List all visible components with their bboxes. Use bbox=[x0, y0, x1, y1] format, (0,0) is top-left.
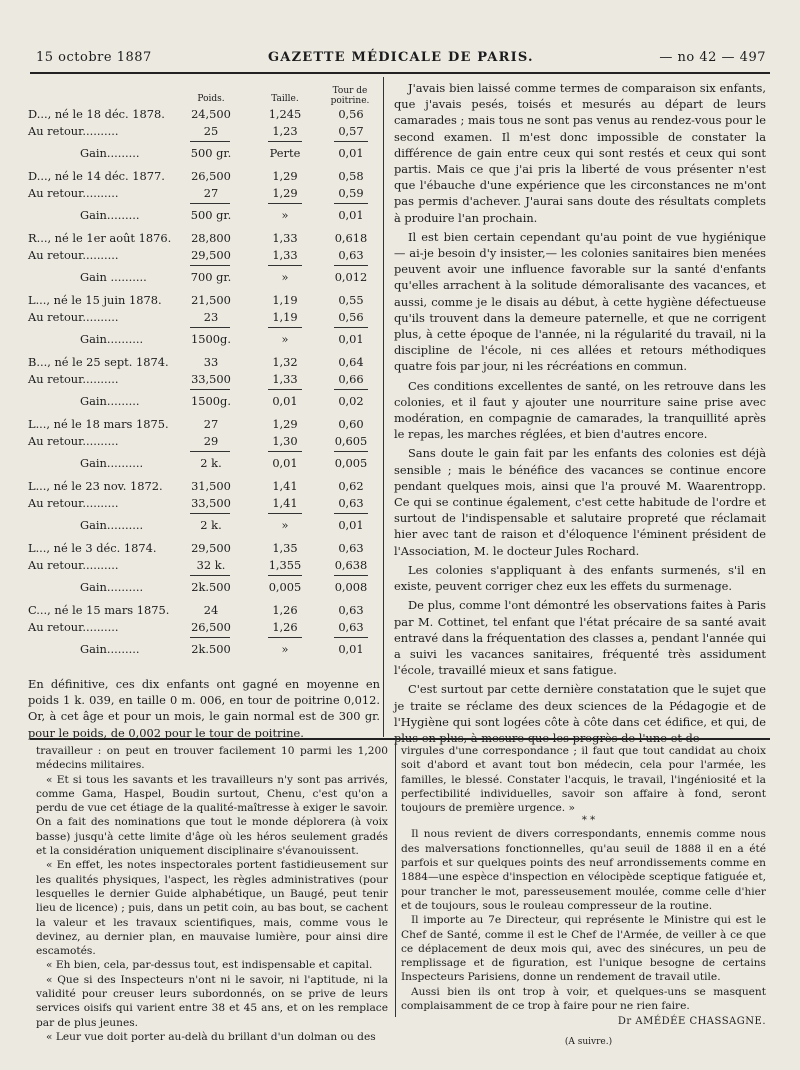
paragraph: « En effet, les notes inspectorales portent fastidieusement sur les qualités physiques, l'aspect, les règles administratives (pour lesquelles le dernier Guide alphabétique, un Baugé, peut tenir lieu de licence) ; puis, dans un petit coin, au bas bout, se cachent la valeur et les travaux scientifiques, mais, comme vous le devinez, au dernier plan, en mauvaise lumière, pour ainsi dire escamotés. bbox=[36, 859, 388, 958]
weight-departure: 27 bbox=[203, 417, 219, 431]
gain-label: Gain.......... bbox=[80, 456, 144, 470]
gain-weight: 500 gr. bbox=[190, 208, 232, 222]
weight-return: 33,500 bbox=[191, 496, 231, 510]
paragraph: Les colonies s'appliquant à des enfants surmenés, s'il en existe, peuvent corriger chez eux les effets du surmenage. bbox=[394, 562, 766, 594]
section-stars: * * bbox=[581, 815, 596, 827]
weight-return: 27 bbox=[203, 186, 219, 200]
height-return: 1,355 bbox=[268, 558, 302, 572]
header-chest: Tour de poitrine. bbox=[330, 86, 370, 106]
gain-chest: 0,02 bbox=[338, 394, 364, 408]
chest-return: 0,63 bbox=[338, 496, 364, 510]
table-rule bbox=[334, 265, 368, 266]
return-label: Au retour.......... bbox=[28, 496, 119, 510]
paragraph: Sans doute le gain fait par les enfants des colonies est déjà sensible ; mais le bénéfice des vacances se continue encore pendant quelques mois, ainsi que l'a prouvé M. Waarentropp. Ce qui se continue également, c'est cette habitude de l'ordre et surtout de l'indispensable et salutaire propreté que réclamait hier avec tant de raison et d'éloquence l'éminent président de l'Association, M. le docteur Jules Rochard. bbox=[394, 446, 766, 558]
table-rule bbox=[190, 451, 230, 452]
table-row bbox=[28, 230, 380, 247]
bottom-left-column bbox=[36, 744, 388, 1044]
gain-height: » bbox=[281, 208, 289, 222]
table-rule bbox=[268, 327, 302, 328]
table-rule bbox=[190, 203, 230, 204]
gain-weight: 1500g. bbox=[191, 394, 231, 408]
weight-departure: 24 bbox=[203, 603, 219, 617]
table-rule bbox=[268, 637, 302, 638]
summary-paragraph: En définitive, ces dix enfants ont gagné en moyenne en poids 1 k. 039, en taille 0 m. 006, en tour de poitrine 0,012. Or, à cet âge et pour un mois, le gain normal est de 300 gr. pour le poids, de 0,002 pour le tour de poitrine. bbox=[28, 677, 380, 740]
weight-departure: 24,500 bbox=[191, 107, 231, 121]
gain-weight: 2k.500 bbox=[191, 580, 231, 594]
table-rule bbox=[334, 637, 368, 638]
gain-height: Perte bbox=[269, 146, 301, 160]
weight-return: 29,500 bbox=[191, 248, 231, 262]
chest-return: 0,59 bbox=[338, 186, 364, 200]
height-departure: 1,29 bbox=[272, 169, 298, 183]
return-label: Au retour.......... bbox=[28, 620, 119, 634]
paragraph: « Leur vue doit porter au-delà du brillant d'un dolman ou des bbox=[46, 1030, 376, 1043]
gain-chest: 0,01 bbox=[338, 146, 364, 160]
table-rule bbox=[334, 575, 368, 576]
gain-row bbox=[28, 393, 380, 410]
child-name: R..., né le 1er août 1876. bbox=[28, 231, 172, 245]
gain-row bbox=[28, 455, 380, 472]
table-row bbox=[28, 495, 380, 512]
gain-chest: 0,01 bbox=[338, 332, 364, 346]
gain-chest: 0,01 bbox=[338, 208, 364, 222]
table-row bbox=[28, 247, 380, 264]
table-row bbox=[28, 185, 380, 202]
paragraph: « Et si tous les savants et les travailleurs n'y sont pas arrivés, comme Gama, Haspel, Boudin surtout, Chenu, c'est qu'on a perdu de vue cet étiage de la qualité-maîtresse à exiger le savoir. On a fait des nominations que tout le monde déplorera (à voix basse) jusqu'à cette limite d'âge où les héros seulement gradés et la considération uniquement disciplinaire s'évanouissent. bbox=[36, 773, 388, 858]
gain-chest: 0,012 bbox=[334, 270, 368, 284]
to-be-continued: (A suivre.) bbox=[564, 1036, 613, 1047]
table-row bbox=[28, 292, 380, 309]
table-rule bbox=[334, 513, 368, 514]
table-rule bbox=[334, 327, 368, 328]
table-rule bbox=[268, 575, 302, 576]
page-header bbox=[36, 50, 766, 70]
child-name: L..., né le 3 déc. 1874. bbox=[28, 541, 157, 555]
table-rule bbox=[334, 203, 368, 204]
weight-departure: 21,500 bbox=[191, 293, 231, 307]
chest-departure: 0,60 bbox=[338, 417, 364, 431]
gain-label: Gain......... bbox=[80, 642, 140, 656]
table-rule bbox=[334, 451, 368, 452]
gain-label: Gain......... bbox=[80, 146, 140, 160]
chest-return: 0,56 bbox=[338, 310, 364, 324]
chest-return: 0,66 bbox=[338, 372, 364, 386]
weight-departure: 26,500 bbox=[191, 169, 231, 183]
gain-label: Gain.......... bbox=[80, 518, 144, 532]
return-label: Au retour.......... bbox=[28, 372, 119, 386]
return-label: Au retour.......... bbox=[28, 434, 119, 448]
gain-row bbox=[28, 145, 380, 162]
gain-height: » bbox=[281, 642, 289, 656]
table-row bbox=[28, 309, 380, 326]
paragraph: J'avais bien laissé comme termes de comparaison six enfants, que j'avais pesés, toisés et mesurés au départ de leurs camarades ; mais tous ne sont pas venus au rendez-vous pour le second examen. Il m'est donc impossible de constater la différence de gain entre ceux qui sont restés et ceux qui sont partis. Mais ce que j'ai pris la liberté de vous présenter n'est que l'ébauche d'une expérience que les circonstances ne m'ont pas permis d'achever. J'aurai sans doute des résultats complets à produire l'an prochain. bbox=[394, 81, 766, 225]
gain-chest: 0,005 bbox=[334, 456, 368, 470]
table-rule bbox=[268, 203, 302, 204]
chest-departure: 0,58 bbox=[338, 169, 364, 183]
table-row bbox=[28, 123, 380, 140]
gain-height: 0,01 bbox=[272, 456, 298, 470]
child-name: D..., né le 14 déc. 1877. bbox=[28, 169, 165, 183]
return-label: Au retour.......... bbox=[28, 186, 119, 200]
paragraph: Aussi bien ils ont trop à voir, et quelques-uns se masquent complaisamment de ce trop à faire pour ne rien faire. bbox=[401, 985, 766, 1013]
height-return: 1,23 bbox=[272, 124, 298, 138]
table-rule bbox=[190, 513, 230, 514]
child-name: D..., né le 18 déc. 1878. bbox=[28, 107, 165, 121]
paragraph: C'est surtout par cette dernière constatation que le sujet que je traite se réclame des deux sciences de la Pédagogie et de l'Hygiène qui sont logées côte à côte dans cet édifice, et qui, de plus en plus, à mesure que les progrès de l'une et de bbox=[394, 682, 766, 745]
height-return: 1,26 bbox=[272, 620, 298, 634]
chest-return: 0,638 bbox=[334, 558, 368, 572]
header-date: 15 octobre 1887 bbox=[36, 50, 152, 65]
gain-row bbox=[28, 207, 380, 224]
table-row bbox=[28, 168, 380, 185]
table-rule bbox=[268, 513, 302, 514]
column-divider-bottom bbox=[395, 742, 396, 1017]
height-departure: 1,26 bbox=[272, 603, 298, 617]
gain-height: » bbox=[281, 518, 289, 532]
gain-height: 0,01 bbox=[272, 394, 298, 408]
table-rule bbox=[268, 141, 302, 142]
child-name: L..., né le 18 mars 1875. bbox=[28, 417, 169, 431]
paragraph: Ces conditions excellentes de santé, on les retrouve dans les colonies, et il faut y ajouter une nourriture saine prise avec modération, en compagnie de camarades, la tranquillité après le repas, les marches réglées, et bien d'autres encore. bbox=[394, 378, 766, 442]
height-departure: 1,245 bbox=[268, 107, 302, 121]
height-departure: 1,35 bbox=[272, 541, 298, 555]
header-rule bbox=[30, 72, 770, 74]
height-departure: 1,29 bbox=[272, 417, 298, 431]
chest-return: 0,63 bbox=[338, 248, 364, 262]
chest-departure: 0,618 bbox=[334, 231, 368, 245]
return-label: Au retour.......... bbox=[28, 558, 119, 572]
weight-departure: 28,800 bbox=[191, 231, 231, 245]
gain-weight: 2 k. bbox=[200, 456, 222, 470]
paragraph: « Que si des Inspecteurs n'ont ni le savoir, ni l'aptitude, ni la validité pour creuser leurs subordonnés, on se prive de leurs services oisifs qui varient entre 38 et 45 ans, et on les remplace par de plus jeunes. bbox=[36, 973, 388, 1029]
table-row bbox=[28, 354, 380, 371]
table-row bbox=[28, 540, 380, 557]
paragraph: Il nous revient de divers correspondants, ennemis comme nous des malversations fonctionnelles, qu'au seuil de 1888 il en a été parfois et sur quelques points des neuf arrondissements comme en 1884—une espèce d'inspection en vélocipède sceptique fatiguée et, pour trancher le mot, paresseusement moulée, comme celle d'hier et de toujours, sous le rouleau compresseur de la routine. bbox=[401, 828, 766, 912]
table-row bbox=[28, 478, 380, 495]
child-name: L..., né le 15 juin 1878. bbox=[28, 293, 162, 307]
weight-return: 33,500 bbox=[191, 372, 231, 386]
table-row bbox=[28, 433, 380, 450]
weight-departure: 31,500 bbox=[191, 479, 231, 493]
gain-height: » bbox=[281, 270, 289, 284]
author-signature: Dr AMÉDÉE CHASSAGNE. bbox=[617, 1016, 766, 1028]
gain-label: Gain.......... bbox=[80, 580, 144, 594]
table-body bbox=[28, 106, 380, 658]
table-rule bbox=[268, 389, 302, 390]
gain-label: Gain.......... bbox=[80, 332, 144, 346]
chest-departure: 0,63 bbox=[338, 541, 364, 555]
height-departure: 1,32 bbox=[272, 355, 298, 369]
height-return: 1,33 bbox=[272, 248, 298, 262]
chest-departure: 0,63 bbox=[338, 603, 364, 617]
header-weight: Poids. bbox=[197, 94, 225, 104]
gain-row bbox=[28, 579, 380, 596]
table-row bbox=[28, 106, 380, 123]
table-rule bbox=[190, 575, 230, 576]
gain-label: Gain......... bbox=[80, 394, 140, 408]
table-rule bbox=[190, 265, 230, 266]
table-rule bbox=[268, 451, 302, 452]
gain-row bbox=[28, 517, 380, 534]
section-rule bbox=[30, 738, 770, 740]
child-name: L..., né le 23 nov. 1872. bbox=[28, 479, 163, 493]
right-column bbox=[394, 80, 766, 749]
chest-return: 0,63 bbox=[338, 620, 364, 634]
header-journal-title: GAZETTE MÉDICALE DE PARIS. bbox=[268, 50, 534, 65]
table-rule bbox=[190, 141, 230, 142]
chest-departure: 0,62 bbox=[338, 479, 364, 493]
table-row bbox=[28, 416, 380, 433]
paragraph: « Eh bien, cela, par-dessus tout, est indispensable et capital. bbox=[46, 959, 373, 972]
table-rule bbox=[268, 265, 302, 266]
column-divider bbox=[383, 77, 384, 737]
gain-weight: 700 gr. bbox=[190, 270, 232, 284]
table-rule bbox=[190, 327, 230, 328]
gain-row bbox=[28, 269, 380, 286]
table-row bbox=[28, 602, 380, 619]
table-rule bbox=[190, 637, 230, 638]
return-label: Au retour.......... bbox=[28, 124, 119, 138]
weight-return: 29 bbox=[203, 434, 219, 448]
paragraph: Il est bien certain cependant qu'au point de vue hygiénique — ai-je besoin d'y insister,— les colonies sanitaires bien menées peuvent avoir une influence favorable sur la santé d'enfants qu'elles arrachent à la solitude démoralisante des vacances, et aussi, comme je le disais au début, à cette hygiène défectueuse qu'ils trouvent dans la demeure paternelle, et que ne corrigent plus, à cette époque de l'année, ni la régularité du travail, ni la discipline de l'école, ni ces allées et retours méthodiques quatre fois par jour, ni les récréations en commun. bbox=[394, 229, 766, 374]
table-row bbox=[28, 619, 380, 636]
measurement-table bbox=[28, 80, 380, 664]
weight-return: 23 bbox=[203, 310, 219, 324]
paragraph: De plus, comme l'ont démontré les observations faites à Paris par M. Cottinet, tel enfant que l'état précaire de sa santé avait entravé dans la fréquentation des classes a, pendant l'année qui a suivi les vacances sanitaires, fréquenté très assidument l'école, travaillé mieux et sans fatigue. bbox=[394, 598, 766, 678]
weight-departure: 29,500 bbox=[191, 541, 231, 555]
paragraph: virgules d'une correspondance ; il faut que tout candidat au choix soit d'abord et avant tout bon médecin, cela pour l'armée, les familles, le blessé. Constater l'acquis, le travail, l'ingéniosité et la perfectibilité individuelles, savoir son affaire à fond, seront toujours de première urgence. » bbox=[401, 745, 766, 815]
child-name: B..., né le 25 sept. 1874. bbox=[28, 355, 169, 369]
table-rule bbox=[334, 389, 368, 390]
table-row bbox=[28, 371, 380, 388]
header-height: Taille. bbox=[271, 94, 299, 104]
table-rule bbox=[190, 389, 230, 390]
paragraph: travailleur : on peut en trouver facilement 10 parmi les 1,200 médecins militaires. bbox=[36, 745, 388, 772]
gain-weight: 500 gr. bbox=[190, 146, 232, 160]
header-issue-number: — no 42 — 497 bbox=[659, 50, 766, 65]
chest-departure: 0,55 bbox=[338, 293, 364, 307]
height-return: 1,41 bbox=[272, 496, 298, 510]
table-header bbox=[28, 80, 380, 106]
chest-return: 0,57 bbox=[338, 124, 364, 138]
gain-weight: 2 k. bbox=[200, 518, 222, 532]
child-name: C..., né le 15 mars 1875. bbox=[28, 603, 170, 617]
weight-return: 25 bbox=[203, 124, 219, 138]
height-return: 1,30 bbox=[272, 434, 298, 448]
gain-height: » bbox=[281, 332, 289, 346]
chest-return: 0,605 bbox=[334, 434, 368, 448]
return-label: Au retour.......... bbox=[28, 310, 119, 324]
weight-return: 32 k. bbox=[196, 558, 226, 572]
height-return: 1,33 bbox=[272, 372, 298, 386]
paragraph: Il importe au 7e Directeur, qui représente le Ministre qui est le Chef de Santé, comme il est le Chef de l'Armée, de veiller à ce que ce déplacement de deux mois qui, avec des sinécures, un peu de remplissage et de figuration, est l'unique besogne de certains Inspecteurs Parisiens, donne un rendement de travail utile. bbox=[401, 914, 766, 984]
weight-return: 26,500 bbox=[191, 620, 231, 634]
height-return: 1,29 bbox=[272, 186, 298, 200]
gain-chest: 0,01 bbox=[338, 642, 364, 656]
height-departure: 1,41 bbox=[272, 479, 298, 493]
height-return: 1,19 bbox=[272, 310, 298, 324]
gain-weight: 1500g. bbox=[191, 332, 231, 346]
gain-chest: 0,008 bbox=[334, 580, 368, 594]
chest-departure: 0,64 bbox=[338, 355, 364, 369]
gain-row bbox=[28, 641, 380, 658]
weight-departure: 33 bbox=[203, 355, 219, 369]
table-row bbox=[28, 557, 380, 574]
gain-chest: 0,01 bbox=[338, 518, 364, 532]
height-departure: 1,19 bbox=[272, 293, 298, 307]
gain-row bbox=[28, 331, 380, 348]
gain-height: 0,005 bbox=[268, 580, 302, 594]
table-rule bbox=[334, 141, 368, 142]
gain-label: Gain .......... bbox=[80, 270, 147, 284]
gain-label: Gain......... bbox=[80, 208, 140, 222]
gain-weight: 2k.500 bbox=[191, 642, 231, 656]
height-departure: 1,33 bbox=[272, 231, 298, 245]
bottom-right-column bbox=[401, 744, 766, 1049]
return-label: Au retour.......... bbox=[28, 248, 119, 262]
chest-departure: 0,56 bbox=[338, 107, 364, 121]
